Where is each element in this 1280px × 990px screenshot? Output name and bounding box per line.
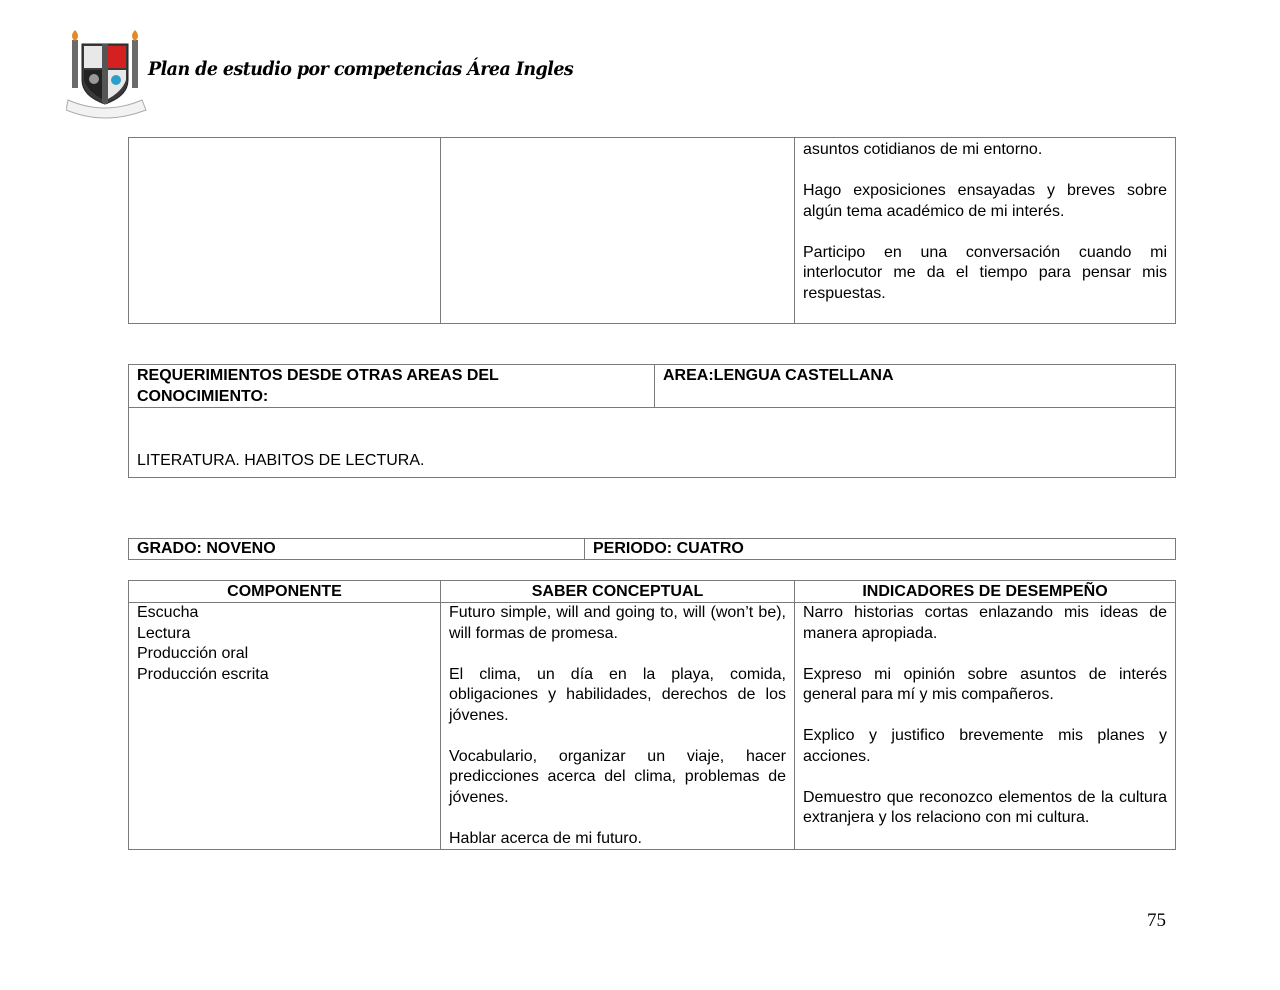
header-indicadores: INDICADORES DE DESEMPEÑO: [795, 581, 1176, 603]
competencies-continuation-table: [128, 137, 1176, 324]
school-crest-icon: [66, 30, 150, 122]
paragraph: Narro historias cortas enlazando mis ideas de manera apropiada.: [803, 604, 1167, 642]
table-cell: [129, 138, 441, 324]
indicadores-cell: [795, 603, 1176, 850]
paragraph: Demuestro que reconozco elementos de la cultura extranjera y los relaciono con mi cultura.: [803, 788, 1167, 826]
list-item: Producción oral: [137, 645, 249, 662]
page-number: 75: [1147, 910, 1166, 931]
paragraph: Expreso mi opinión sobre asuntos de interés general para mí y mis compañeros.: [803, 665, 1167, 703]
requirements-heading: REQUERIMIENTOS DESDE OTRAS AREAS DEL CONOCIMIENTO:: [129, 365, 655, 408]
list-item: Producción escrita: [137, 665, 269, 683]
period-label: PERIODO: CUATRO: [585, 539, 1176, 560]
saber-cell: [441, 603, 795, 850]
paragraph: Hago exposiciones ensayadas y breves sobre algún tema académico de mi interés.: [803, 182, 1167, 220]
grade-table: [128, 538, 1176, 560]
paragraph: Explico y justifico brevemente mis planes y acciones.: [803, 727, 1167, 765]
paragraph: Participo en una conversación cuando mi interlocutor me da el tiempo para pensar mis respuestas.: [803, 243, 1167, 302]
header-saber-conceptual: SABER CONCEPTUAL: [441, 581, 795, 603]
table-cell: [795, 138, 1176, 324]
paragraph: El clima, un día en la playa, comida, obligaciones y habilidades, derechos de los jóvenes.: [449, 665, 786, 724]
requirements-area: AREA:LENGUA CASTELLANA: [655, 365, 1176, 408]
list-item: Lectura: [137, 624, 191, 642]
paragraph: Hablar acerca de mi futuro.: [449, 829, 642, 847]
curriculum-table: [128, 580, 1176, 850]
requirements-content-cell: [129, 408, 1176, 478]
header-componente: COMPONENTE: [129, 581, 441, 603]
requirements-table: [128, 364, 1176, 478]
componente-cell: [129, 603, 441, 850]
paragraph: Vocabulario, organizar un viaje, hacer predicciones acerca del clima, problemas de jóvenes.: [449, 747, 786, 806]
grade-label: GRADO: NOVENO: [129, 539, 585, 560]
paragraph: Futuro simple, will and going to, will (won’t be), will formas de promesa.: [449, 604, 786, 642]
table-cell: [441, 138, 795, 324]
paragraph: asuntos cotidianos de mi entorno.: [803, 141, 1043, 158]
document-title: Plan de estudio por competencias Área Ingles: [148, 58, 574, 80]
list-item: Escucha: [137, 604, 199, 621]
requirements-content: LITERATURA. HABITOS DE LECTURA.: [137, 451, 425, 469]
